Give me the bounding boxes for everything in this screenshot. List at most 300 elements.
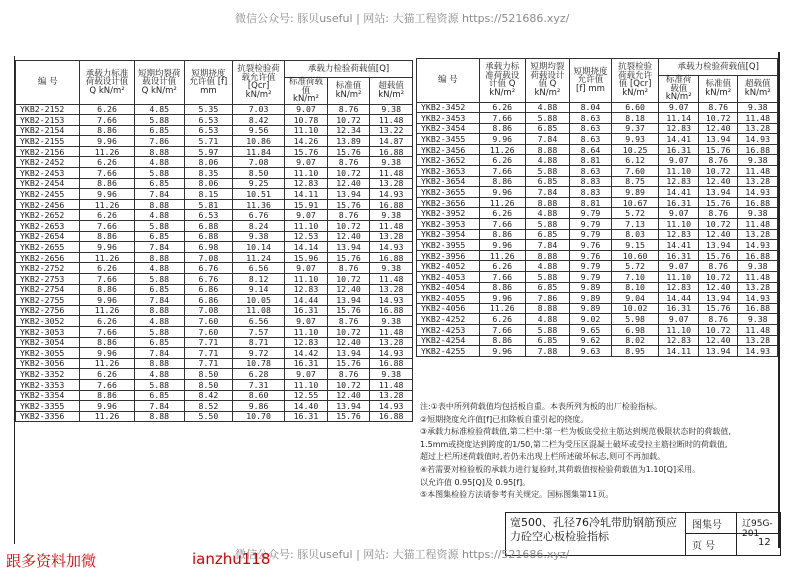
col-crack-check: 抗裂检验荷载允许值 [Qcr] kN/m²	[611, 59, 659, 103]
cell-value: 8.76	[698, 208, 738, 219]
cell-value: 5.88	[134, 379, 184, 390]
cell-value: 8.76	[698, 261, 738, 272]
cell-value: 5.88	[134, 168, 184, 179]
cell-code: YKB2-4055	[417, 293, 480, 304]
cell-value: 13.94	[327, 348, 370, 359]
cell-value: 13.28	[370, 390, 413, 401]
cell-value: 11.10	[285, 326, 328, 337]
cell-value: 12.83	[285, 178, 328, 189]
cell-value: 8.95	[611, 346, 659, 357]
cell-value: 8.88	[134, 411, 184, 422]
cell-value: 10.70	[232, 411, 284, 422]
cell-value: 8.76	[327, 369, 370, 380]
cell-value: 7.66	[479, 113, 525, 124]
contact-text-red: 跟多资料加微	[6, 552, 97, 570]
cell-value: 13.28	[738, 123, 778, 134]
cell-value: 11.10	[285, 125, 328, 136]
table-row	[16, 157, 413, 168]
cell-value: 9.86	[232, 401, 284, 412]
table-row	[417, 240, 778, 251]
cell-code: YKB2-2155	[16, 136, 80, 147]
col-sub1: 标准荷载值 kN/m²	[659, 76, 699, 103]
cell-value: 7.66	[80, 168, 134, 179]
table-row	[417, 166, 778, 177]
cell-value: 14.11	[659, 346, 699, 357]
cell-value: 16.31	[285, 411, 328, 422]
cell-code: YKB2-2754	[16, 284, 80, 295]
cell-value: 10.51	[232, 189, 284, 200]
cell-value: 6.56	[232, 316, 284, 327]
cell-value: 8.86	[479, 282, 525, 293]
cell-value: 8.42	[232, 115, 284, 126]
cell-value: 9.38	[232, 231, 284, 242]
note-line: ②短期挠度允许值[f]已扣除板自重引起的挠度。	[420, 414, 589, 424]
col-code: 编 号	[417, 59, 480, 103]
cell-value: 6.12	[611, 155, 659, 166]
cell-value: 9.79	[570, 272, 612, 283]
cell-value: 13.28	[370, 231, 413, 242]
cell-value: 7.66	[80, 274, 134, 285]
cell-value: 7.66	[479, 324, 525, 335]
cell-value: 6.88	[184, 221, 232, 232]
cell-value: 11.48	[370, 274, 413, 285]
atlas-number-label: 图集号	[692, 520, 722, 531]
table-row	[16, 104, 413, 115]
cell-value: 9.79	[570, 229, 612, 240]
cell-value: 5.88	[134, 115, 184, 126]
table-row	[16, 263, 413, 274]
cell-value: 9.15	[611, 240, 659, 251]
note-line: 超过上栏所述荷载值时,若仍未出现上栏所述破坏标志,则可不再加载。	[420, 452, 666, 462]
cell-value: 7.86	[134, 136, 184, 147]
cell-value: 7.60	[184, 326, 232, 337]
cell-value: 8.10	[611, 282, 659, 293]
table-row	[417, 303, 778, 314]
cell-value: 16.31	[659, 144, 699, 155]
table-row	[16, 136, 413, 147]
table-row	[16, 401, 413, 412]
cell-value: 9.96	[479, 346, 525, 357]
cell-value: 11.48	[370, 221, 413, 232]
cell-value: 15.76	[285, 146, 328, 157]
cell-value: 14.93	[370, 348, 413, 359]
col-crack-load: 短期均裂荷载设计值 Q kN/m²	[134, 61, 184, 105]
cell-value: 15.76	[327, 252, 370, 263]
cell-code: YKB2-2654	[16, 231, 80, 242]
cell-value: 10.86	[232, 136, 284, 147]
cell-value: 6.85	[525, 335, 569, 346]
cell-value: 9.79	[570, 208, 612, 219]
cell-value: 12.40	[327, 231, 370, 242]
cell-value: 14.41	[659, 240, 699, 251]
cell-value: 8.88	[525, 250, 569, 261]
cell-value: 8.86	[479, 229, 525, 240]
cell-value: 14.93	[738, 240, 778, 251]
cell-value: 14.26	[285, 136, 328, 147]
table-row	[417, 324, 778, 335]
cell-value: 10.25	[611, 144, 659, 155]
cell-code: YKB2-3055	[16, 348, 80, 359]
cell-value: 9.38	[738, 261, 778, 272]
cell-value: 11.10	[285, 274, 328, 285]
cell-value: 13.94	[327, 295, 370, 306]
cell-value: 8.52	[184, 401, 232, 412]
cell-code: YKB2-2752	[16, 263, 80, 274]
table-row	[16, 348, 413, 359]
cell-value: 9.96	[80, 189, 134, 200]
cell-code: YKB2-2454	[16, 178, 80, 189]
cell-code: YKB2-3956	[417, 250, 480, 261]
cell-value: 8.63	[570, 113, 612, 124]
cell-value: 13.94	[698, 134, 738, 145]
cell-value: 6.53	[184, 125, 232, 136]
cell-value: 7.86	[525, 293, 569, 304]
table-row	[417, 134, 778, 145]
note-line: ⑤本图集检验方法请参考有关规定。国标图集第11页。	[420, 490, 614, 500]
table-row	[417, 293, 778, 304]
cell-value: 8.86	[80, 390, 134, 401]
table-row	[16, 168, 413, 179]
cell-value: 7.84	[525, 134, 569, 145]
cell-value: 11.10	[285, 221, 328, 232]
cell-value: 14.93	[738, 134, 778, 145]
cell-value: 10.72	[327, 115, 370, 126]
cell-value: 15.76	[327, 358, 370, 369]
cell-value: 6.85	[525, 229, 569, 240]
cell-value: 8.88	[134, 199, 184, 210]
cell-value: 8.12	[232, 274, 284, 285]
cell-value: 8.76	[327, 263, 370, 274]
col-sub1: 标准荷载值 kN/m²	[285, 78, 328, 105]
cell-value: 7.03	[232, 104, 284, 115]
cell-code: YKB2-3653	[417, 166, 480, 177]
cell-value: 7.71	[184, 358, 232, 369]
cell-value: 11.48	[738, 324, 778, 335]
cell-value: 9.89	[570, 303, 612, 314]
cell-value: 9.79	[570, 219, 612, 230]
cell-value: 8.50	[184, 379, 232, 390]
col-bearing-group: 承载力检验荷载值[Q]	[659, 59, 778, 76]
cell-value: 5.50	[184, 411, 232, 422]
table-row	[16, 316, 413, 327]
cell-value: 10.05	[232, 295, 284, 306]
cell-value: 8.88	[134, 252, 184, 263]
cell-value: 6.85	[134, 337, 184, 348]
cell-value: 4.88	[525, 102, 569, 113]
cell-value: 9.72	[232, 348, 284, 359]
cell-code: YKB2-2456	[16, 199, 80, 210]
cell-value: 8.60	[232, 390, 284, 401]
table-row	[16, 369, 413, 380]
table-row	[417, 144, 778, 155]
cell-value: 9.96	[80, 295, 134, 306]
cell-value: 15.76	[327, 305, 370, 316]
cell-value: 12.83	[285, 337, 328, 348]
cell-code: YKB2-3953	[417, 219, 480, 230]
cell-code: YKB2-4056	[417, 303, 480, 314]
cell-value: 4.88	[525, 261, 569, 272]
cell-value: 13.28	[738, 176, 778, 187]
cell-value: 7.84	[134, 295, 184, 306]
cell-value: 13.94	[327, 401, 370, 412]
cell-value: 15.96	[285, 252, 328, 263]
cell-code: YKB2-3053	[16, 326, 80, 337]
cell-value: 13.28	[370, 178, 413, 189]
cell-code: YKB2-3453	[417, 113, 480, 124]
cell-code: YKB2-3352	[16, 369, 80, 380]
col-allowable-load: 承载力标准荷载设计值 Q kN/m²	[479, 59, 525, 103]
cell-value: 10.72	[698, 324, 738, 335]
cell-value: 9.38	[370, 157, 413, 168]
cell-value: 10.72	[698, 272, 738, 283]
cell-value: 9.89	[611, 187, 659, 198]
cell-code: YKB2-2455	[16, 189, 80, 200]
cell-code: YKB2-3356	[16, 411, 80, 422]
cell-value: 7.84	[525, 240, 569, 251]
cell-value: 9.96	[479, 134, 525, 145]
cell-value: 14.11	[285, 189, 328, 200]
cell-value: 6.26	[479, 155, 525, 166]
cell-value: 8.86	[80, 178, 134, 189]
cell-value: 5.88	[525, 272, 569, 283]
note-line: 注:①表中所列荷载值均包括板自重。本表所列为板的出厂检验指标。	[420, 402, 662, 411]
cell-value: 7.84	[525, 187, 569, 198]
table-row	[16, 115, 413, 126]
cell-value: 8.81	[570, 155, 612, 166]
cell-code: YKB2-3456	[417, 144, 480, 155]
cell-value: 10.78	[285, 115, 328, 126]
cell-value: 13.28	[370, 284, 413, 295]
cell-value: 6.85	[134, 178, 184, 189]
cell-value: 9.38	[370, 104, 413, 115]
cell-value: 16.31	[659, 303, 699, 314]
cell-value: 11.48	[370, 326, 413, 337]
cell-value: 6.26	[80, 263, 134, 274]
atlas-number-value: 辽95G-201	[742, 519, 773, 539]
right-spec-table	[416, 58, 778, 357]
cell-value: 4.88	[134, 263, 184, 274]
cell-value: 4.88	[134, 210, 184, 221]
cell-value: 6.98	[184, 242, 232, 253]
cell-value: 6.85	[134, 390, 184, 401]
cell-code: YKB2-3954	[417, 229, 480, 240]
cell-value: 14.93	[370, 189, 413, 200]
cell-value: 6.28	[232, 369, 284, 380]
right-table-body	[417, 102, 778, 356]
cell-code: YKB2-2656	[16, 252, 80, 263]
cell-value: 9.62	[570, 335, 612, 346]
table-row	[417, 282, 778, 293]
cell-value: 7.71	[184, 337, 232, 348]
cell-value: 14.93	[370, 295, 413, 306]
cell-value: 9.37	[611, 123, 659, 134]
cell-value: 5.88	[525, 166, 569, 177]
cell-value: 11.08	[232, 305, 284, 316]
cell-value: 7.13	[611, 219, 659, 230]
cell-value: 10.78	[232, 358, 284, 369]
cell-value: 8.81	[570, 197, 612, 208]
cell-value: 14.93	[738, 187, 778, 198]
cell-value: 6.85	[525, 176, 569, 187]
cell-value: 7.66	[80, 326, 134, 337]
cell-value: 7.88	[525, 346, 569, 357]
table-row	[16, 252, 413, 263]
note-line: ③承载力标准检验荷载值,第二栏中:第一栏为板底受拉主筋达到规范极限状态时的荷载值,	[420, 427, 731, 437]
cell-value: 9.04	[611, 293, 659, 304]
cell-value: 8.88	[134, 305, 184, 316]
col-code: 编 号	[16, 61, 80, 105]
table-row	[417, 335, 778, 346]
cell-code: YKB2-2152	[16, 104, 80, 115]
cell-value: 6.26	[80, 369, 134, 380]
cell-value: 16.31	[285, 358, 328, 369]
cell-value: 7.71	[184, 348, 232, 359]
cell-value: 9.96	[80, 136, 134, 147]
cell-value: 13.94	[698, 187, 738, 198]
cell-value: 16.88	[738, 144, 778, 155]
cell-code: YKB2-2154	[16, 125, 80, 136]
col-deflection: 短期挠度允许值 [f] mm	[570, 59, 612, 103]
cell-value: 11.10	[659, 166, 699, 177]
cell-value: 9.07	[285, 316, 328, 327]
cell-value: 14.44	[285, 295, 328, 306]
cell-value: 6.86	[184, 295, 232, 306]
cell-value: 11.26	[80, 358, 134, 369]
cell-value: 12.34	[327, 125, 370, 136]
cell-value: 6.76	[184, 274, 232, 285]
cell-value: 8.76	[698, 314, 738, 325]
cell-value: 8.02	[611, 335, 659, 346]
cell-value: 8.64	[570, 144, 612, 155]
cell-value: 9.07	[285, 157, 328, 168]
cell-value: 8.71	[232, 337, 284, 348]
notes-section	[420, 401, 776, 502]
cell-value: 8.50	[184, 369, 232, 380]
cell-code: YKB2-2452	[16, 157, 80, 168]
cell-value: 4.85	[134, 104, 184, 115]
table-row	[16, 305, 413, 316]
cell-code: YKB2-4253	[417, 324, 480, 335]
cell-value: 7.31	[232, 379, 284, 390]
cell-value: 8.75	[611, 176, 659, 187]
cell-value: 8.88	[134, 146, 184, 157]
cell-code: YKB2-3056	[16, 358, 80, 369]
cell-value: 6.53	[184, 115, 232, 126]
cell-value: 13.94	[327, 242, 370, 253]
cell-value: 11.26	[80, 305, 134, 316]
cell-value: 5.71	[184, 136, 232, 147]
cell-value: 6.85	[134, 125, 184, 136]
cell-value: 8.63	[570, 134, 612, 145]
cell-value: 12.83	[659, 282, 699, 293]
col-sub2: 标准值 kN/m²	[698, 76, 738, 103]
cell-value: 16.88	[738, 197, 778, 208]
cell-value: 9.07	[659, 208, 699, 219]
cell-value: 6.60	[611, 102, 659, 113]
cell-value: 16.88	[370, 252, 413, 263]
cell-value: 14.14	[285, 242, 328, 253]
cell-value: 8.76	[327, 316, 370, 327]
cell-value: 10.67	[611, 197, 659, 208]
cell-value: 11.10	[659, 324, 699, 335]
table-row	[417, 123, 778, 134]
table-row	[417, 208, 778, 219]
cell-value: 6.26	[80, 104, 134, 115]
table-row	[417, 155, 778, 166]
cell-value: 12.40	[698, 335, 738, 346]
page-right-border	[778, 52, 780, 548]
cell-value: 5.72	[611, 261, 659, 272]
cell-value: 12.83	[659, 335, 699, 346]
cell-value: 8.76	[327, 104, 370, 115]
cell-value: 11.48	[370, 168, 413, 179]
cell-value: 8.50	[232, 168, 284, 179]
cell-code: YKB2-3655	[417, 187, 480, 198]
cell-value: 6.26	[80, 316, 134, 327]
cell-value: 9.96	[479, 240, 525, 251]
cell-value: 9.02	[570, 314, 612, 325]
cell-value: 8.83	[570, 176, 612, 187]
cell-value: 10.72	[698, 113, 738, 124]
cell-value: 10.72	[327, 221, 370, 232]
cell-value: 9.38	[370, 316, 413, 327]
cell-value: 7.66	[479, 219, 525, 230]
cell-value: 9.14	[232, 284, 284, 295]
cell-value: 14.93	[370, 242, 413, 253]
table-row	[417, 187, 778, 198]
cell-value: 6.98	[611, 324, 659, 335]
cell-value: 4.88	[525, 314, 569, 325]
cell-value: 11.26	[80, 146, 134, 157]
page-number-value: 12	[758, 537, 771, 548]
cell-value: 11.26	[80, 252, 134, 263]
cell-value: 9.38	[370, 263, 413, 274]
cell-value: 9.07	[285, 263, 328, 274]
col-crack-load: 短期均裂荷载设计值 Q kN/m²	[525, 59, 569, 103]
cell-code: YKB2-3454	[417, 123, 480, 134]
cell-code: YKB2-4054	[417, 282, 480, 293]
cell-value: 10.72	[327, 168, 370, 179]
cell-value: 11.26	[479, 197, 525, 208]
col-bearing-group: 承载力检验荷载值[Q]	[285, 61, 413, 78]
cell-value: 14.40	[285, 401, 328, 412]
cell-code: YKB2-3054	[16, 337, 80, 348]
cell-value: 12.40	[698, 229, 738, 240]
cell-value: 15.76	[698, 303, 738, 314]
cell-value: 11.26	[479, 303, 525, 314]
cell-code: YKB2-4254	[417, 335, 480, 346]
cell-value: 8.42	[184, 390, 232, 401]
cell-value: 8.06	[184, 157, 232, 168]
cell-value: 14.87	[370, 136, 413, 147]
cell-value: 10.72	[327, 274, 370, 285]
table-row	[417, 346, 778, 357]
cell-value: 7.66	[80, 115, 134, 126]
title-block-divider	[736, 513, 737, 555]
cell-value: 14.44	[659, 293, 699, 304]
table-row	[16, 242, 413, 253]
cell-value: 12.40	[327, 178, 370, 189]
cell-value: 7.84	[134, 401, 184, 412]
cell-value: 16.31	[659, 197, 699, 208]
cell-value: 11.48	[738, 113, 778, 124]
cell-value: 4.88	[134, 316, 184, 327]
cell-code: YKB2-2755	[16, 295, 80, 306]
cell-value: 11.26	[80, 411, 134, 422]
cell-value: 9.07	[659, 261, 699, 272]
cell-value: 5.35	[184, 104, 232, 115]
cell-value: 9.07	[285, 210, 328, 221]
